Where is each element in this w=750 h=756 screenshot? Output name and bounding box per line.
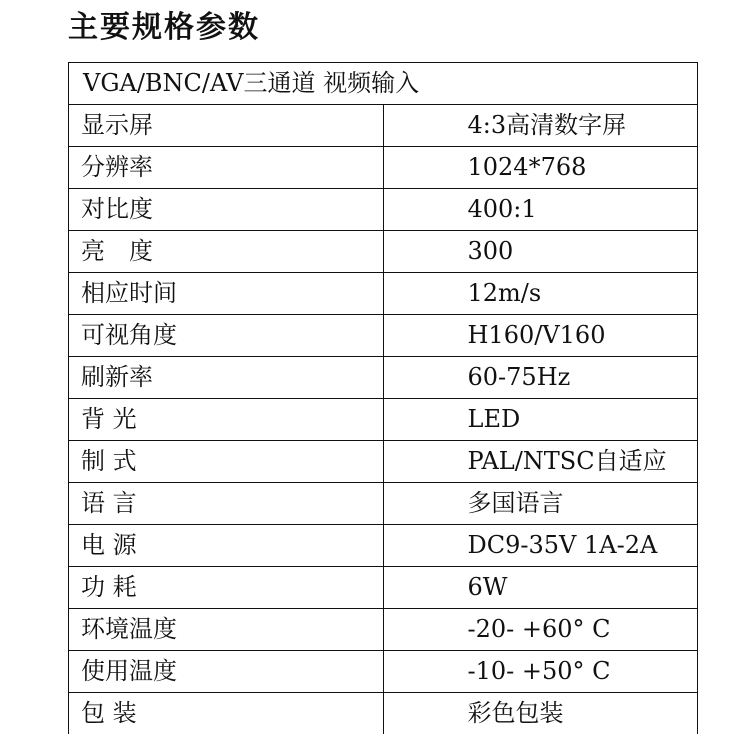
- spec-value: 60-75Hz: [383, 357, 698, 399]
- spec-value: 400:1: [383, 189, 698, 231]
- spec-value: LED: [383, 399, 698, 441]
- spec-label: 背 光: [69, 399, 384, 441]
- spec-label: 包 装: [69, 693, 384, 735]
- spec-value: PAL/NTSC自适应: [383, 441, 698, 483]
- table-row: [69, 609, 698, 651]
- spec-label: 可视角度: [69, 315, 384, 357]
- table-row: [69, 525, 698, 567]
- spec-label: 制 式: [69, 441, 384, 483]
- spec-label: 亮 度: [69, 231, 384, 273]
- table-row: [69, 189, 698, 231]
- table-row: [69, 567, 698, 609]
- spec-value: 多国语言: [383, 483, 698, 525]
- spec-value: 12m/s: [383, 273, 698, 315]
- spec-label: 使用温度: [69, 651, 384, 693]
- table-row: [69, 483, 698, 525]
- spec-value: 300: [383, 231, 698, 273]
- table-row: [69, 693, 698, 735]
- spec-value: -10- +50° C: [383, 651, 698, 693]
- spec-label: 显示屏: [69, 105, 384, 147]
- spec-label: 电 源: [69, 525, 384, 567]
- table-row: [69, 105, 698, 147]
- spec-value: 彩色包装: [383, 693, 698, 735]
- table-row: [69, 147, 698, 189]
- spec-label: 对比度: [69, 189, 384, 231]
- spec-value: -20- +60° C: [383, 609, 698, 651]
- spec-value: 6W: [383, 567, 698, 609]
- table-header-row: [69, 63, 698, 105]
- table-row: [69, 315, 698, 357]
- table-row: [69, 273, 698, 315]
- table-row: [69, 357, 698, 399]
- spec-value: DC9-35V 1A-2A: [383, 525, 698, 567]
- spec-label: 刷新率: [69, 357, 384, 399]
- spec-value: 4:3高清数字屏: [383, 105, 698, 147]
- table-row: [69, 441, 698, 483]
- spec-label: 功 耗: [69, 567, 384, 609]
- table-header-cell: VGA/BNC/AV三通道 视频输入: [69, 63, 698, 105]
- table-row: [69, 651, 698, 693]
- spec-label: 环境温度: [69, 609, 384, 651]
- spec-label: 相应时间: [69, 273, 384, 315]
- spec-label: 语 言: [69, 483, 384, 525]
- spec-label: 分辨率: [69, 147, 384, 189]
- spec-value: 1024*768: [383, 147, 698, 189]
- page-title: 主要规格参数: [68, 10, 260, 45]
- table-row: [69, 231, 698, 273]
- spec-table: [68, 62, 698, 734]
- table-row: [69, 399, 698, 441]
- spec-value: H160/V160: [383, 315, 698, 357]
